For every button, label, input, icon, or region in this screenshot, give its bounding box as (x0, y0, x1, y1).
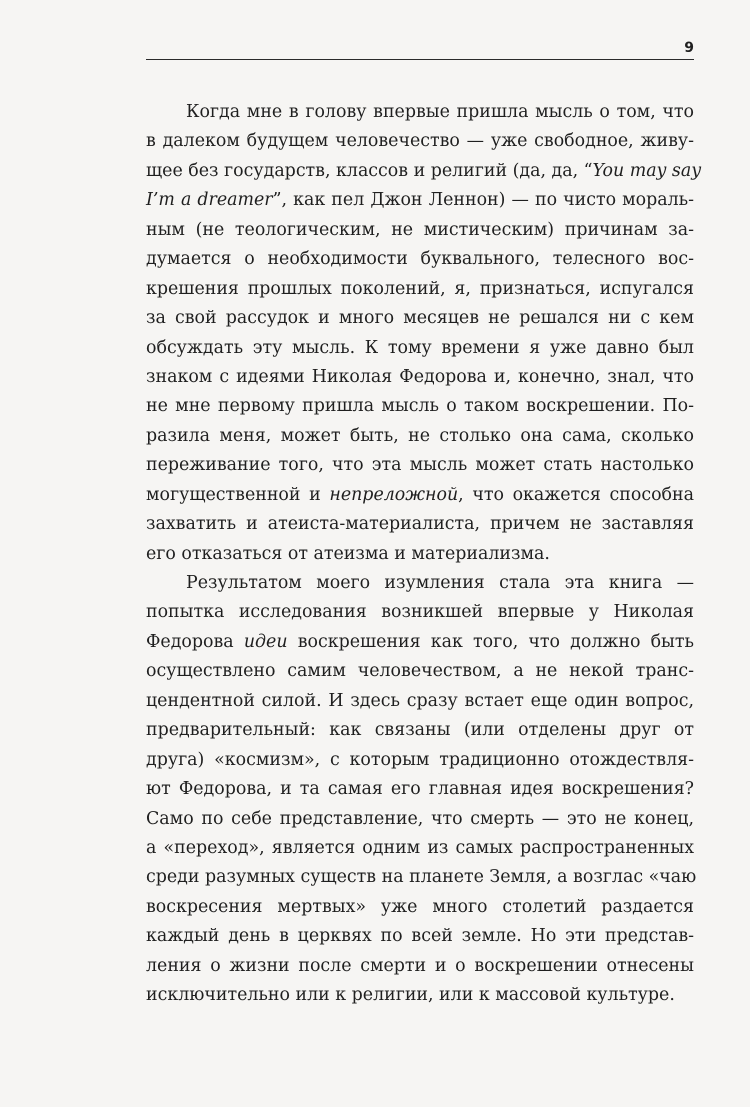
text-line (146, 422, 694, 451)
text-line (146, 893, 694, 922)
text-line (146, 805, 694, 834)
text-segment: разила меня, может быть, не столько она сама, сколько (146, 425, 694, 446)
text-line (146, 657, 694, 686)
text-segment: среди разумных существ на планете Земля, а возглас «чаю (146, 867, 697, 888)
text-segment: предварительный: как связаны (или отделены друг от (146, 720, 694, 741)
text-line (146, 363, 694, 392)
text-line (146, 304, 694, 333)
italic-text: You may say (592, 160, 702, 181)
text-segment: захватить и атеиста-материалиста, причем не заставляя (146, 514, 694, 535)
text-line (146, 952, 694, 981)
text-line (146, 628, 694, 657)
text-segment: переживание того, что эта мысль может стать настолько (146, 455, 694, 476)
text-segment: осуществлено самим человечеством, а не некой транс- (146, 661, 694, 682)
text-line (146, 834, 694, 863)
text-line (146, 127, 694, 156)
text-line (146, 716, 694, 745)
text-line (146, 186, 694, 215)
text-segment: ”, как пел Джон Леннон) — по чисто мораль- (272, 190, 695, 211)
text-segment: щее без государств, классов и религий (да, да, “ (146, 160, 593, 181)
text-segment: воскрешения как того, что должно быть (287, 631, 694, 652)
text-line (146, 687, 694, 716)
text-line (146, 598, 694, 627)
text-segment: друга) «космизм», с которым традиционно отождествля- (146, 749, 694, 770)
text-segment: воскресения мертвых» уже много столетий раздается (146, 896, 694, 917)
text-segment: исключительно или к религии, или к массовой культуре. (146, 985, 675, 1006)
italic-text: непреложной (329, 484, 459, 505)
text-segment: ным (не теологическим, не мистическим) причинам за- (146, 219, 694, 240)
text-segment: крешения прошлых поколений, я, признаться, испугался (146, 278, 694, 299)
text-line (146, 275, 694, 304)
text-segment: думается о необходимости буквального, телесного вос- (146, 249, 694, 270)
text-segment: , что окажется способна (458, 484, 694, 505)
italic-text: I’m a dreamer (146, 190, 273, 211)
text-line (146, 569, 694, 598)
text-line (146, 540, 694, 569)
text-line (146, 981, 694, 1010)
text-segment: каждый день в церквях по всей земле. Но эти представ- (146, 926, 694, 947)
text-line (146, 451, 694, 480)
text-segment: цендентной силой. И здесь сразу встает еще один вопрос, (146, 690, 694, 711)
header-rule (146, 59, 694, 60)
text-segment: Само по себе представление, что смерть — это не конец, (146, 808, 694, 829)
text-line (146, 863, 697, 892)
body-text (146, 98, 702, 1011)
page-header (146, 38, 694, 60)
text-segment: Когда мне в голову впервые пришла мысль о том, что (186, 102, 694, 122)
page-number: 9 (684, 40, 694, 56)
text-segment: за свой рассудок и много месяцев не решался ни с кем (146, 308, 694, 329)
paragraph (146, 98, 702, 569)
text-line (146, 334, 694, 363)
italic-text: идеи (243, 631, 288, 652)
text-segment: ют Федорова, и та самая его главная идея воскрешения? (146, 779, 694, 800)
text-line (146, 392, 694, 421)
text-line (146, 216, 694, 245)
text-segment: не мне первому пришла мысль о таком воскрешении. По- (146, 396, 694, 417)
text-line (146, 775, 694, 804)
text-line (146, 746, 694, 775)
text-segment: Федорова (146, 631, 244, 652)
text-segment: попытка исследования возникшей впервые у Николая (146, 602, 694, 623)
text-segment: знаком с идеями Николая Федорова и, конечно, знал, что (146, 366, 694, 387)
text-segment: могущественной и (146, 484, 330, 505)
text-line (146, 98, 694, 127)
text-line (146, 245, 694, 274)
text-line (146, 922, 694, 951)
paragraph (146, 569, 697, 1011)
text-segment: а «переход», является одним из самых распространенных (146, 837, 694, 858)
text-line (146, 510, 694, 539)
text-segment: обсуждать эту мысль. К тому времени я уже давно был (146, 337, 694, 358)
text-segment: ления о жизни после смерти и о воскрешении отнесены (146, 955, 694, 976)
text-segment: его отказаться от атеизма и материализма. (146, 543, 550, 564)
text-segment: в далеком будущем человечество — уже свободное, живу- (146, 131, 694, 152)
text-line (146, 157, 702, 186)
text-segment: Результатом моего изумления стала эта книга — (186, 573, 694, 593)
text-line (146, 481, 694, 510)
